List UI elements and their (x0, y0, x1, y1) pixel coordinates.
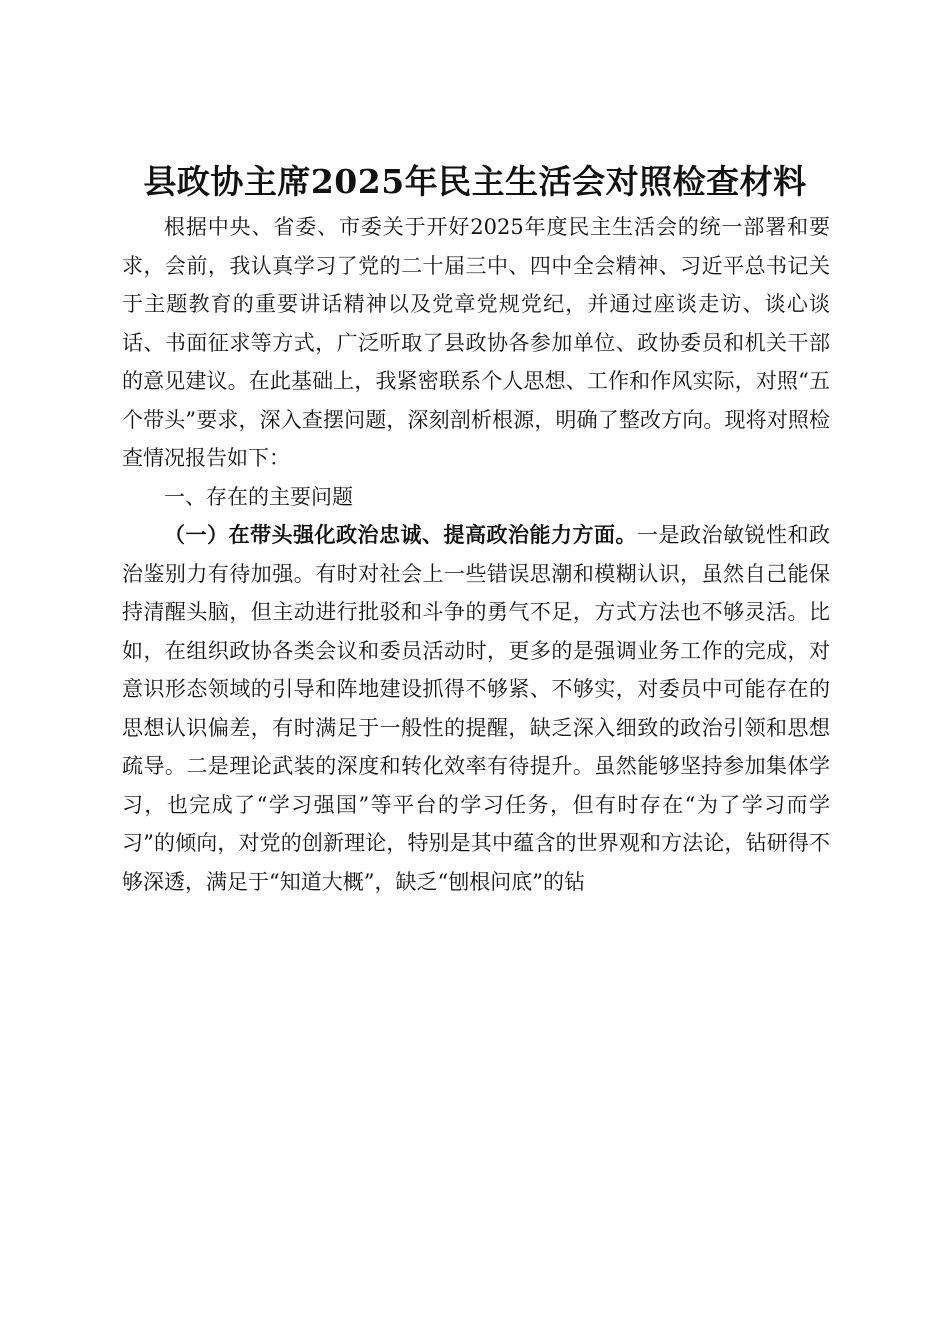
document-body (122, 208, 830, 901)
document-title: 县政协主席2025年民主生活会对照检查材料 (143, 162, 807, 202)
section-heading-problems: 一、存在的主要问题 (164, 484, 353, 509)
intro-paragraph: 根据中央、省委、市委关于开好2025年度民主生活会的统一部署和要求，会前，我认真学习了党的二十届三中、四中全会精神、习近平总书记关于主题教育的重要讲话精神以及党章党规党纪，并通过座谈走访、谈心谈话、书面征求等方式，广泛听取了县政协各参加单位、政协委员和机关干部的意见建议。在此基础上，我紧密联系个人思想、工作和作风实际，对照“五个带头”要求，深入查摆问题，深刻剖析根源，明确了整改方向。现将对照检查情况报告如下： (122, 215, 830, 470)
subsection-paragraph-political (122, 516, 830, 901)
subsection-lead: （一）在带头强化政治忠诚、提高政治能力方面。 (164, 522, 637, 547)
subsection-text: 一是政治敏锐性和政治鉴别力有待加强。有时对社会上一些错误思潮和模糊认识，虽然自己能保持清醒头脑，但主动进行批驳和斗争的勇气不足，方式方法也不够灵活。比如，在组织政协各类会议和委员活动时，更多的是强调业务工作的完成，对意识形态领域的引导和阵地建设抓得不够紧、不够实，对委员中可能存在的思想认识偏差，有时满足于一般性的提醒，缺乏深入细致的政治引领和思想疏导。二是理论武装的深度和转化效率有待提升。虽然能够坚持参加集体学习，也完成了“学习强国”等平台的学习任务，但有时存在“为了学习而学习”的倾向，对党的创新理论，特别是其中蕴含的世界观和方法论，钻研得不够深透，满足于“知道大概”，缺乏“刨根问底”的钻 (122, 523, 830, 894)
